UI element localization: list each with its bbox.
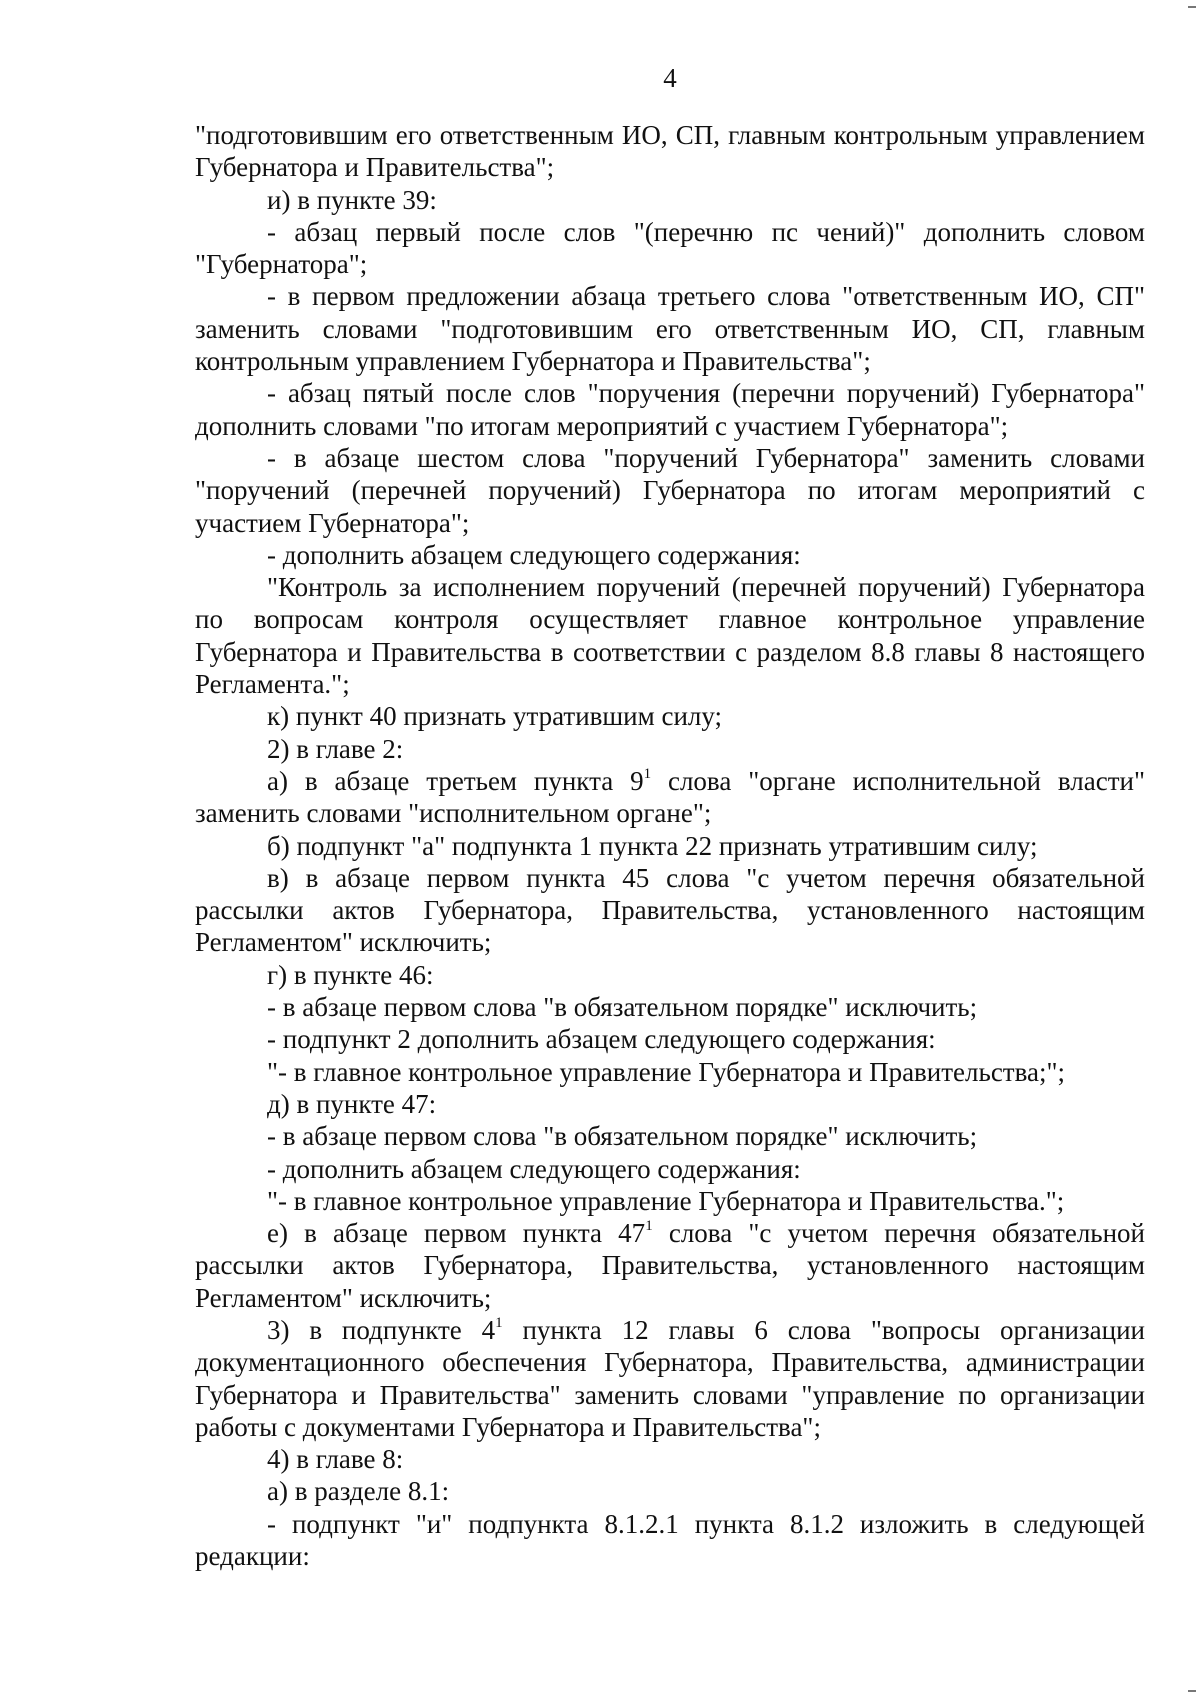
paragraph: - подпункт 2 дополнить абзацем следующего содержания: [267, 1024, 936, 1055]
paragraph: - абзац первый после слов "(перечню пс чений)" дополнить словом "Губернатора"; [195, 216, 1145, 280]
paragraph [195, 765, 1145, 830]
scan-edge-mark [1188, 6, 1196, 8]
paragraph: г) в пункте 46: [267, 959, 434, 990]
scan-edge-mark [1188, 1690, 1196, 1692]
paragraph: - в абзаце первом слова "в обязательном порядке" исключить; [267, 1121, 978, 1152]
paragraph [195, 1217, 1145, 1314]
paragraph: "Контроль за исполнением поручений (перечней поручений) Губернатора по вопросам контроля осуществляет главное контрольное управление Губернатора и Правительства в соответствии с разделом 8.8 главы 8 настоящего Регламента."; [195, 572, 1145, 700]
paragraph-text: пункта 12 главы 6 слова "вопросы организации документационного обеспечения Губернатора, Правительства, администрации Губернатора и Правительства" заменить словами "управление по организации работы с документами Губернатора и Правительства"; [195, 1314, 1145, 1442]
paragraph: "подготовившим его ответственным ИО, СП, главным контрольным управлением Губернатора и Правительства"; [195, 120, 1145, 183]
page-number: 4 [663, 63, 677, 93]
paragraph: - в абзаце шестом слова "поручений Губернатора" заменить словами "поручений (перечней поручений) Губернатора по итогам мероприятий с участием Губернатора"; [195, 442, 1145, 538]
paragraph-text: е) в абзаце первом пункта 47 [267, 1218, 646, 1249]
superscript: 1 [495, 1314, 503, 1331]
paragraph: "- в главное контрольное управление Губернатора и Правительства;"; [267, 1056, 1066, 1087]
paragraph: и) в пункте 39: [267, 184, 437, 215]
paragraph: а) в разделе 8.1: [267, 1476, 450, 1507]
paragraph: - в абзаце первом слова "в обязательном порядке" исключить; [267, 992, 978, 1023]
paragraph-text: 3) в подпункте 4 [267, 1314, 496, 1345]
paragraph-text: а) в абзаце третьем пункта 9 [267, 765, 644, 796]
paragraph [195, 1314, 1145, 1443]
paragraph: "- в главное контрольное управление Губернатора и Правительства."; [267, 1185, 1065, 1216]
paragraph: - подпункт "и" подпункта 8.1.2.1 пункта 8.1.2 изложить в следующей редакции: [195, 1508, 1145, 1572]
paragraph: д) в пункте 47: [267, 1088, 437, 1119]
paragraph: к) пункт 40 признать утратившим силу; [267, 701, 723, 732]
superscript: 1 [645, 1218, 653, 1235]
paragraph: б) подпункт "а" подпункта 1 пункта 22 признать утратившим силу; [267, 830, 1038, 861]
paragraph-text: слова "органе исполнительной власти" заменить словами "исполнительном органе"; [195, 765, 1145, 829]
document-body [195, 119, 1145, 1572]
paragraph: 2) в главе 2: [267, 733, 404, 764]
paragraph: в) в абзаце первом пункта 45 слова "с учетом перечня обязательной рассылки актов Губернатора, Правительства, установленного настоящим Регламентом" исключить; [195, 862, 1145, 958]
paragraph-text: слова "с учетом перечня обязательной рассылки актов Губернатора, Правительства, установленного настоящим Регламентом" исключить; [195, 1218, 1146, 1313]
paragraph: - абзац пятый после слов "поручения (перечни поручений) Губернатора" дополнить словами "по итогам мероприятий с участием Губернатора"; [195, 378, 1145, 441]
paragraph: - дополнить абзацем следующего содержания: [267, 539, 801, 570]
paragraph: - дополнить абзацем следующего содержания: [267, 1153, 801, 1184]
superscript: 1 [643, 765, 652, 782]
paragraph: - в первом предложении абзаца третьего слова "ответственным ИО, СП" заменить словами "подготовившим его ответственным ИО, СП, главным контрольным управлением Губернатора и Правительства"; [195, 281, 1145, 377]
paragraph: 4) в главе 8: [267, 1444, 404, 1475]
